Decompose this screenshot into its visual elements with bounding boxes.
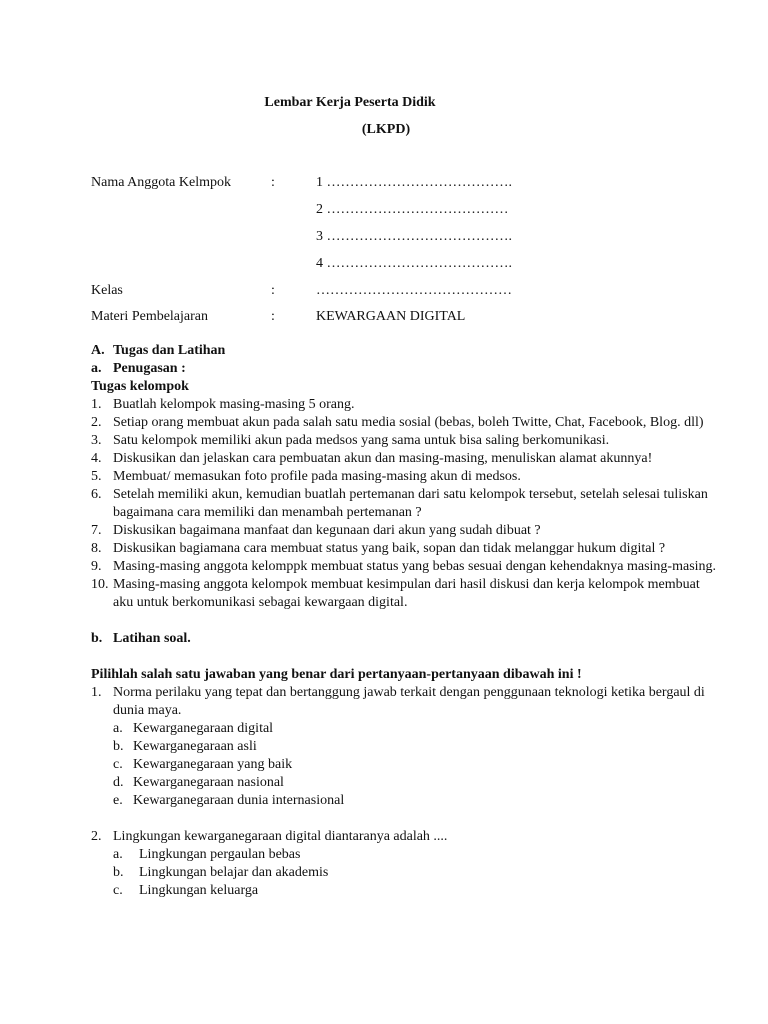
task-number: 3. [91, 433, 102, 448]
task-item [91, 558, 721, 576]
option-letter: a. [113, 721, 123, 736]
task-item [91, 540, 721, 558]
question-1-options [113, 720, 721, 810]
option-letter: b. [113, 865, 124, 880]
question-number: 2. [91, 829, 102, 844]
document-title: Lembar Kerja Peserta Didik [264, 95, 436, 110]
task-list [91, 396, 721, 612]
answer-option [113, 774, 721, 792]
option-text: Kewarganegaraan yang baik [133, 757, 293, 772]
section-b-heading [91, 630, 721, 648]
task-text: Masing-masing anggota kelomppk membuat status yang bebas sesuai dengan kehendaknya masing-masing. [113, 559, 717, 574]
question-text: Lingkungan kewarganegaraan digital diantaranya adalah .... [113, 829, 448, 844]
option-letter: c. [113, 883, 123, 898]
answer-option [113, 882, 721, 900]
member-2-field: 2 ………………………………… [316, 202, 509, 217]
question-1 [91, 684, 721, 720]
task-text: Setiap orang membuat akun pada salah satu media sosial (bebas, boleh Twitte, Chat, Facebook, Blog. dll) [113, 415, 704, 430]
class-row [91, 282, 711, 300]
task-number: 2. [91, 415, 102, 430]
task-text: Buatlah kelompok masing-masing 5 orang. [113, 397, 355, 412]
task-text: Masing-masing anggota kelompok membuat kesimpulan dari hasil diskusi dan kerja kelompok membuat aku untuk berkomunikasi sebagai kewargaan digital. [113, 577, 700, 610]
question-item [91, 684, 721, 720]
task-text: Satu kelompok memiliki akun pada medsos yang sama untuk bisa saling berkomunikasi. [113, 433, 610, 448]
option-text: Kewarganegaraan digital [133, 721, 274, 736]
member-3-field: 3 …………………………………. [316, 229, 512, 244]
task-item [91, 396, 721, 414]
materi-row [91, 308, 711, 326]
option-text: Lingkungan pergaulan bebas [139, 847, 301, 862]
task-number: 5. [91, 469, 102, 484]
answer-option [113, 738, 721, 756]
materi-label: Materi Pembelajaran [91, 309, 209, 324]
option-text: Lingkungan belajar dan akademis [139, 865, 329, 880]
worksheet-content [91, 342, 721, 900]
answer-option [113, 864, 721, 882]
task-number: 10. [91, 577, 109, 592]
members-row [91, 174, 711, 192]
members-colon: : [271, 175, 275, 190]
member-1-field: 1 …………………………………. [316, 175, 512, 190]
task-text: Setelah memiliki akun, kemudian buatlah pertemanan dari satu kelompok tersebut, setelah selesai tuliskan bagaimana cara memiliki dan menambah pertemanan ? [113, 487, 708, 520]
question-2-options [113, 846, 721, 900]
option-text: Lingkungan keluarga [139, 883, 259, 898]
member-row-3 [91, 228, 711, 246]
option-text: Kewarganegaraan nasional [133, 775, 284, 790]
option-letter: b. [113, 739, 124, 754]
task-number: 1. [91, 397, 102, 412]
members-label: Nama Anggota Kelmpok [91, 175, 231, 190]
subsection-a-title: Penugasan : [113, 361, 186, 376]
answer-option [113, 756, 721, 774]
task-item [91, 414, 721, 432]
section-a-heading [91, 342, 721, 360]
task-number: 9. [91, 559, 102, 574]
task-item [91, 576, 721, 612]
task-item [91, 486, 721, 522]
task-number: 8. [91, 541, 102, 556]
task-item [91, 450, 721, 468]
option-letter: c. [113, 757, 123, 772]
task-text: Membuat/ memasukan foto profile pada masing-masing akun di medsos. [113, 469, 521, 484]
member-4-field: 4 …………………………………. [316, 256, 512, 271]
task-item [91, 522, 721, 540]
class-field: …………………………………… [316, 283, 512, 298]
task-number: 7. [91, 523, 102, 538]
subsection-a-marker: a. [91, 361, 102, 376]
group-task-heading: Tugas kelompok [91, 379, 189, 394]
question-2 [91, 828, 721, 846]
subsection-a-heading [91, 360, 721, 378]
task-number: 4. [91, 451, 102, 466]
member-row-4 [91, 255, 711, 273]
section-b-marker: b. [91, 631, 103, 646]
class-label: Kelas [91, 283, 123, 298]
materi-colon: : [271, 309, 275, 324]
section-a-marker: A. [91, 343, 105, 358]
option-letter: d. [113, 775, 124, 790]
answer-option [113, 792, 721, 810]
option-text: Kewarganegaraan dunia internasional [133, 793, 345, 808]
materi-value: KEWARGAAN DIGITAL [316, 309, 466, 324]
section-a-title: Tugas dan Latihan [113, 343, 226, 358]
option-letter: e. [113, 793, 123, 808]
answer-option [113, 846, 721, 864]
task-item [91, 468, 721, 486]
class-colon: : [271, 283, 275, 298]
quiz-instruction: Pilihlah salah satu jawaban yang benar dari pertanyaan-pertanyaan dibawah ini ! [91, 667, 582, 682]
answer-option [113, 720, 721, 738]
question-item [91, 828, 721, 846]
option-text: Kewarganegaraan asli [133, 739, 257, 754]
task-text: Diskusikan dan jelaskan cara pembuatan akun dan masing-masing, menuliskan alamat akunnya! [113, 451, 653, 466]
question-text: Norma perilaku yang tepat dan bertanggung jawab terkait dengan penggunaan teknologi ketika bergaul di dunia maya. [113, 685, 705, 718]
task-number: 6. [91, 487, 102, 502]
option-letter: a. [113, 847, 123, 862]
task-text: Diskusikan bagaimana manfaat dan kegunaan dari akun yang sudah dibuat ? [113, 523, 541, 538]
task-item [91, 432, 721, 450]
document-subtitle: (LKPD) [361, 122, 411, 137]
section-b-title: Latihan soal. [113, 631, 191, 646]
task-text: Diskusikan bagiamana cara membuat status yang baik, sopan dan tidak melanggar hukum digital ? [113, 541, 666, 556]
question-number: 1. [91, 685, 102, 700]
member-row-2 [91, 201, 711, 219]
